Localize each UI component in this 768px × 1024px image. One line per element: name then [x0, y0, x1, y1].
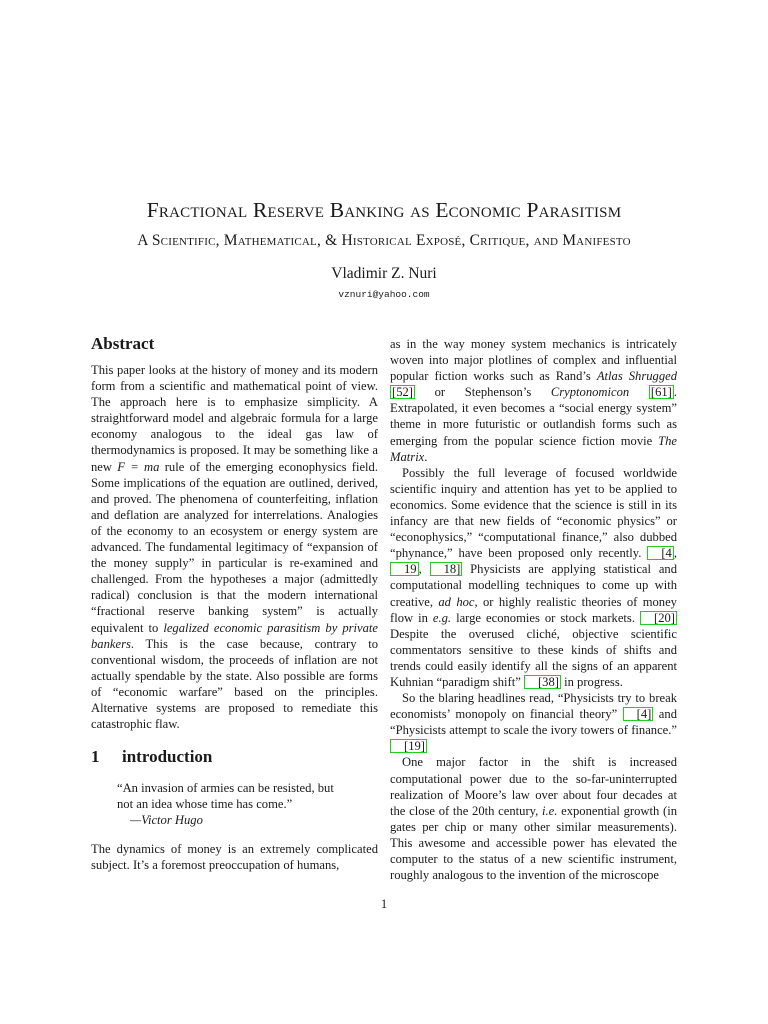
- citation-number: 38: [542, 674, 555, 689]
- author-name: Vladimir Z. Nuri: [331, 265, 437, 282]
- right-column: [390, 336, 677, 883]
- text-run: Possibly the full leverage of focused worldwide scientific inquiry and attention has yet to be applied to economics. Some evidence that the science is still in its infancy are that new fields of “economic physics” or “econophysics,” “computational finance,” also dubbed “phynance,” have been proposed only recently.: [390, 465, 677, 561]
- paper-title: Fractional Reserve Banking as Economic Parasitism: [146, 198, 622, 222]
- quote-attribution: —Victor Hugo: [130, 813, 203, 828]
- citation-link[interactable]: [20]: [640, 611, 677, 625]
- left-column: [91, 334, 378, 732]
- body-paragraph: [390, 690, 677, 754]
- citation-link[interactable]: [19]: [390, 739, 427, 753]
- section-title: introduction: [122, 747, 213, 766]
- text-run: exponential growth (in gates per chip or many other similar measurements). This awesome and accessible power has elevated the computer to the status of a new scientific instrument, roughly analogous to the invention of the microscope: [390, 803, 677, 883]
- citation-link[interactable]: [4: [647, 546, 674, 560]
- text-run: Despite the overused cliché, objective scientific commentators sensitive to these kinds of shifts and trends could easily identify all the signs of an apparent Kuhnian “paradigm shift”: [390, 626, 677, 689]
- author-email[interactable]: vznuri@yahoo.com: [338, 289, 430, 300]
- text-run: in progress.: [560, 674, 623, 689]
- paper-subtitle: A Scientific, Mathematical, & Historical Exposé, Critique, and Manifesto: [137, 232, 631, 249]
- text-run: as in the way money system mechanics is intricately woven into major plotlines of complex and influential popular fiction works such as Rand’s: [390, 337, 677, 384]
- citation-link[interactable]: [52]: [392, 385, 413, 400]
- emphasis: i.e.: [542, 803, 558, 818]
- intro-paragraph: The dynamics of money is an extremely complicated subject. It’s a foremost preoccupation of humans,: [91, 842, 378, 873]
- text-run: One major factor in the shift is increased computational power due to the so-far-uninterrupted realization of Moore’s law over about four decades at the close of the 20th century,: [390, 755, 677, 818]
- abstract-body: [91, 362, 378, 732]
- movie-title: The Matrix: [390, 433, 677, 464]
- citation-link[interactable]: [390, 562, 419, 576]
- abstract-text-part: . This is the case because, contrary to conventional wisdom, the proceeds of inflation are not actually spendable by the state. Also possible are forms of “economic warfare” based on the principles. Alternative systems are proposed to remediate this catastrophic flaw.: [91, 636, 378, 732]
- body-paragraph: [390, 336, 677, 465]
- citation-number: 4: [640, 707, 648, 722]
- citation-number: 19: [408, 739, 421, 754]
- quote-line: “An invasion of armies can be resisted, but: [117, 781, 334, 795]
- citation-number: 18: [443, 562, 457, 577]
- text-run: large economies or stock markets.: [451, 610, 640, 625]
- citation-link[interactable]: [4]: [623, 707, 654, 721]
- abstract-formula: F = ma: [117, 459, 160, 474]
- citation-link[interactable]: 18]: [430, 562, 463, 576]
- text-run: , or highly realistic theories of money flow in: [390, 594, 677, 625]
- citation-number: 61: [655, 385, 668, 400]
- citation-number: 4: [665, 546, 672, 561]
- citation-number: 19: [404, 562, 417, 577]
- page-number: 1: [380, 897, 388, 911]
- abstract-heading: Abstract: [91, 334, 155, 353]
- text-run: Physicists are applying statistical and computational modelling techniques to come up with creative,: [390, 562, 678, 609]
- text-run: and “Physicists attempt to scale the ivory towers of finance.”: [390, 707, 677, 738]
- epigraph-quote: [117, 780, 369, 828]
- citation-number: 20: [658, 610, 671, 625]
- book-title: Atlas Shrugged: [596, 369, 678, 384]
- text-run: So the blaring headlines read, “Physicists try to break economists’ monopoly on financial theory”: [390, 691, 677, 722]
- abstract-emphasis: legalized economic parasitism by private bankers: [91, 620, 378, 651]
- text-run: . Extrapolated, it even becomes a “social energy system” theme in more futuristic or outlandish forms such as emerging from the popular science fiction movie: [390, 385, 678, 448]
- quote-line: not an idea whose time has come.”: [117, 797, 293, 812]
- text-run: .: [424, 449, 428, 464]
- book-title: Cryptonomicon: [550, 385, 630, 400]
- citation-number: 52: [396, 385, 409, 400]
- citation-link[interactable]: [38]: [524, 675, 561, 689]
- body-paragraph: [390, 754, 677, 883]
- body-paragraph: Possibly the full leverage of focused worldwide scientific inquiry and attention has yet to be applied to economics. Some evidence that the science is still in its infancy are that new fields of “economic physics” or “econophysics,” “computational finance,” also dubbed “phynance,” have been proposed only recently. [4 , 19 , 18] Physicists are applying statistical and computational modelling techniques to come up with creative, ad hoc, or highly realistic theories of money flow in e.g. large economies or stock markets. [20] Despite the overused cliché, objective scientific commentators sensitive to these kinds of shifts and trends could easily identify all the signs of an apparent Kuhnian “paradigm shift” [38] in progress.: [390, 465, 678, 689]
- section-heading: [91, 747, 212, 767]
- text-run: or Stephenson’s: [415, 385, 551, 400]
- citation-link[interactable]: [61]: [650, 385, 672, 400]
- abstract-text-part: This paper looks at the history of money and its modern form from a scientific and mathematical point of view. The approach here is to emphasize simplicity. A straightforward model and algebraic formula for a large economy analogous to the ideal gas law of thermodynamics is proposed. It may be something like a new: [91, 363, 378, 474]
- abstract-text-part: rule of the emerging econophysics field. Some implications of the equation are outlined, derived, and proved. The phenomena of counterfeiting, inflation and deflation are analyzed for interrelations. Analogies of the economy to an ecosystem or energy system are advanced. The fundamental legitimacy of “expansion of the money supply” in particular is re-examined and challenged. From the hypotheses a major (admittedly radical) conclusion is that the modern international “fractional reserve banking system” is actually equivalent to: [91, 459, 378, 635]
- emphasis: e.g.: [432, 610, 452, 625]
- section-number: 1: [91, 747, 100, 766]
- emphasis: ad hoc: [438, 594, 475, 609]
